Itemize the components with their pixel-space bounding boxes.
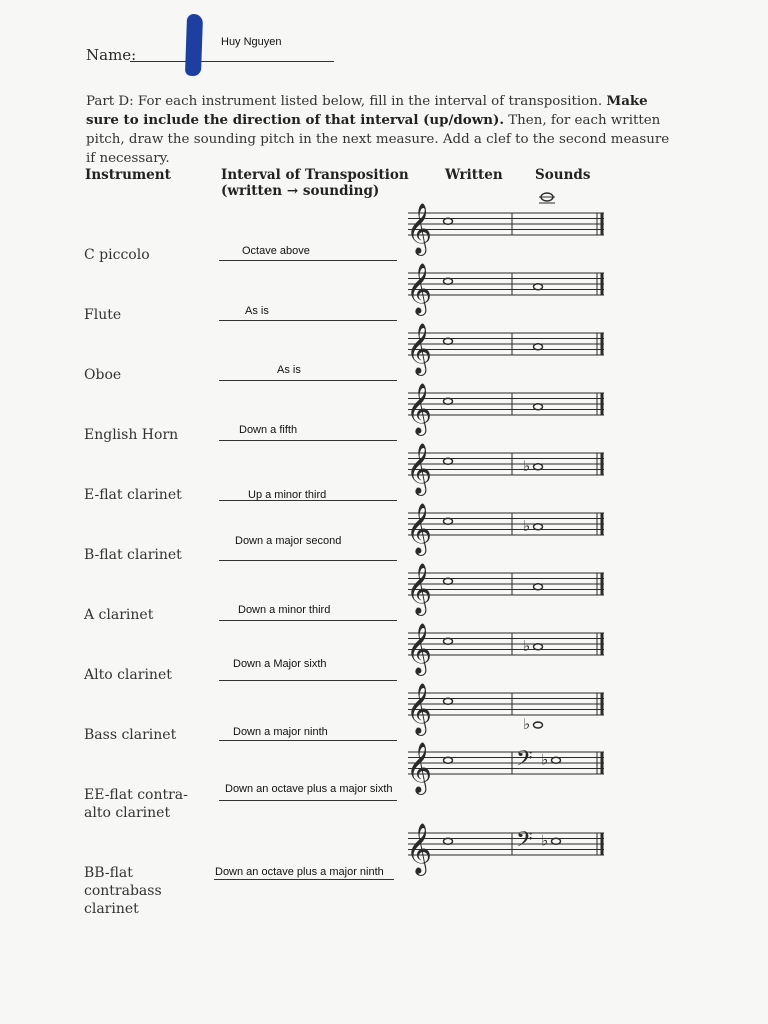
music-staff (404, 375, 608, 435)
name-label: Name: (86, 46, 137, 64)
answer-underline (214, 879, 394, 880)
interval-answer: Down a minor third (238, 604, 331, 616)
treble-clef-icon: 𝄞 (406, 823, 433, 874)
instructions-part: Part D: For each instrument listed below, fill in the interval of transposition. (86, 94, 603, 109)
treble-clef-icon: 𝄞 (406, 623, 433, 674)
written-note (444, 578, 453, 584)
column-interval-line1: Interval of Transposition (221, 167, 409, 183)
instrument-name: Bass clarinet (84, 727, 177, 743)
music-staff (404, 495, 608, 555)
music-staff (404, 734, 608, 794)
instructions-rest: Then, for each written pitch, draw the sounding pitch in the next measure. Add a clef to the second measure if necessary. (86, 113, 670, 166)
column-sounds: Sounds (535, 167, 591, 183)
interval-answer: As is (245, 305, 269, 317)
instrument-name: BB-flat contrabass clarinet (84, 865, 162, 917)
music-staff (404, 675, 608, 735)
treble-clef-icon: 𝄞 (406, 443, 433, 494)
sounding-note (534, 344, 543, 350)
instrument-name: Flute (84, 307, 122, 323)
column-instrument: Instrument (85, 167, 171, 183)
written-note (444, 638, 453, 644)
answer-underline (219, 380, 397, 381)
instructions-emphasis: Make sure to include the direction of that interval (up/down). (86, 93, 648, 128)
written-note (444, 398, 453, 404)
treble-clef-icon: 𝄞 (406, 683, 433, 734)
instrument-name: B-flat clarinet (84, 547, 182, 563)
answer-underline (219, 440, 397, 441)
music-staff (404, 315, 608, 375)
interval-answer: Down a major ninth (233, 726, 328, 738)
blue-marker-mark (185, 14, 203, 77)
music-staff (404, 815, 608, 875)
name-underline (130, 61, 334, 62)
sounding-note (534, 404, 543, 410)
answer-underline (219, 560, 397, 561)
instrument-name: E-flat clarinet (84, 487, 182, 503)
instrument-name: English Horn (84, 427, 179, 443)
written-note (444, 458, 453, 464)
music-staff (404, 555, 608, 615)
instrument-name: Oboe (84, 367, 122, 383)
column-interval-line2: (written → sounding) (221, 183, 380, 199)
treble-clef-icon: 𝄞 (406, 503, 433, 554)
flat-sign-icon: ♭ (523, 636, 531, 655)
written-note (444, 278, 453, 284)
interval-answer: Up a minor third (248, 489, 327, 501)
interval-answer: Down a fifth (239, 424, 298, 436)
flat-sign-icon: ♭ (523, 456, 531, 475)
answer-underline (219, 320, 397, 321)
interval-answer: Octave above (242, 245, 310, 257)
flat-sign-icon: ♭ (541, 831, 549, 850)
sounding-note (534, 464, 543, 470)
flat-sign-icon: ♭ (541, 750, 549, 769)
instructions (86, 92, 676, 168)
answer-underline (219, 740, 397, 741)
music-staff (404, 255, 608, 315)
sounding-note (552, 838, 561, 844)
sounding-note (534, 584, 543, 590)
interval-answer: Down a major second (235, 535, 342, 547)
treble-clef-icon: 𝄞 (406, 323, 433, 374)
interval-answer: Down a Major sixth (233, 658, 327, 670)
sounding-note (534, 644, 543, 650)
flat-sign-icon: ♭ (523, 516, 531, 535)
interval-answer: As is (277, 364, 301, 376)
interval-answer: Down an octave plus a major sixth (225, 783, 393, 795)
bass-clef-icon: 𝄢 (516, 827, 533, 858)
treble-clef-icon: 𝄞 (406, 383, 433, 434)
written-note (444, 338, 453, 344)
answer-underline (219, 620, 397, 621)
flat-sign-icon: ♭ (523, 715, 531, 733)
instrument-name: EE-flat contra-alto clarinet (84, 787, 188, 821)
treble-clef-icon: 𝄞 (406, 263, 433, 314)
sounding-note (534, 722, 543, 728)
sounding-note (534, 524, 543, 530)
column-written: Written (445, 167, 503, 183)
written-note (444, 218, 453, 224)
answer-underline (219, 260, 397, 261)
treble-clef-icon: 𝄞 (406, 563, 433, 614)
bass-clef-icon: 𝄢 (516, 746, 533, 777)
treble-clef-icon: 𝄞 (406, 742, 433, 793)
instrument-name: Alto clarinet (84, 667, 172, 683)
written-note (444, 698, 453, 704)
written-note (444, 518, 453, 524)
music-staff (404, 435, 608, 495)
answer-underline (219, 680, 397, 681)
student-name: Huy Nguyen (221, 36, 282, 48)
column-interval (221, 167, 409, 199)
instrument-name: C piccolo (84, 247, 150, 263)
music-staff (404, 195, 608, 255)
sounding-note (534, 284, 543, 290)
answer-underline (219, 800, 397, 801)
written-note (444, 838, 453, 844)
instrument-name: A clarinet (84, 607, 154, 623)
sounding-note (552, 757, 561, 763)
treble-clef-icon: 𝄞 (406, 203, 433, 254)
music-staff (404, 615, 608, 675)
interval-answer: Down an octave plus a major ninth (215, 866, 384, 878)
written-note (444, 757, 453, 763)
